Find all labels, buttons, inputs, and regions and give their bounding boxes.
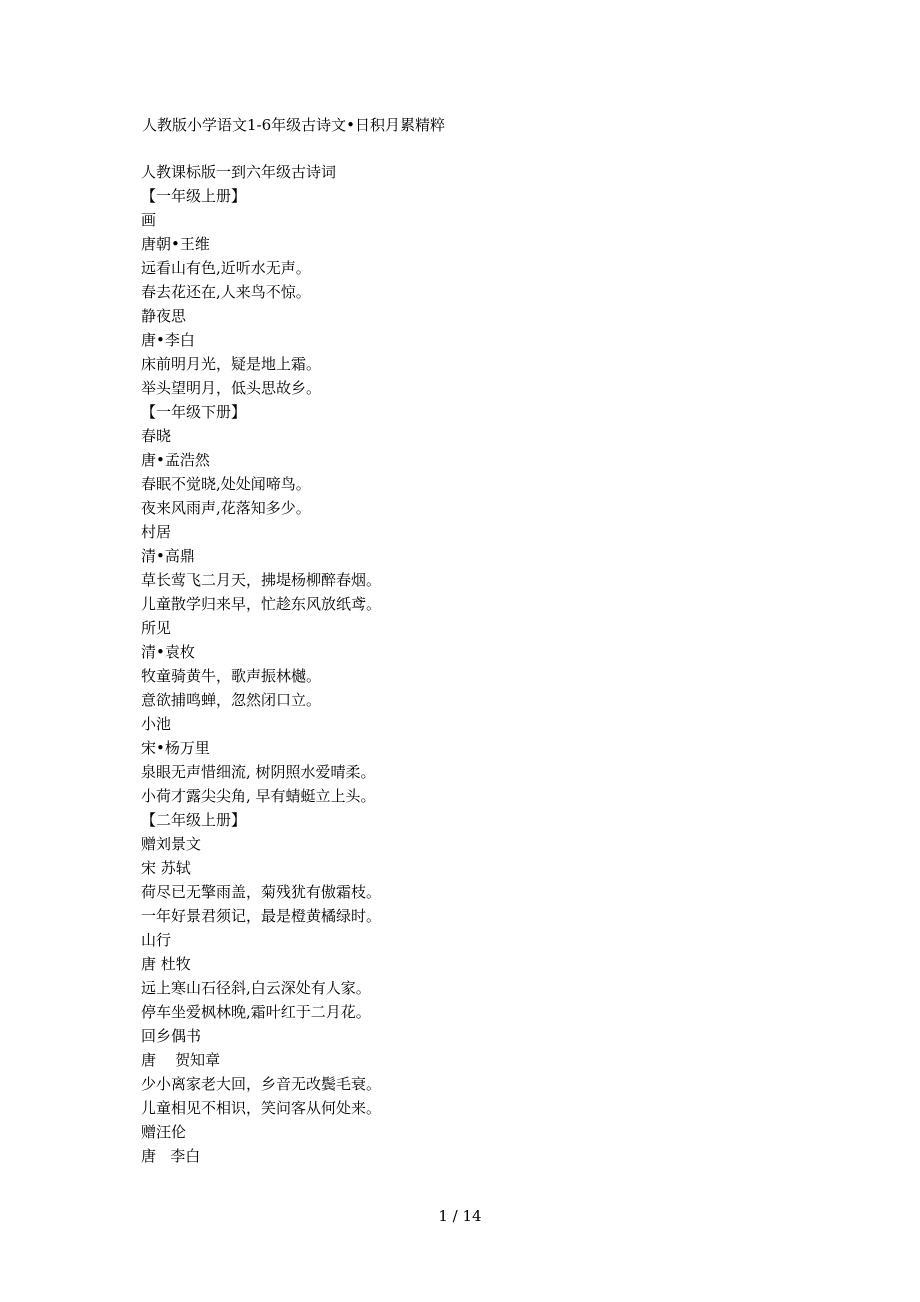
- text-line: 夜来风雨声,花落知多少。: [141, 499, 311, 517]
- text-line: 牧童骑黄牛，歌声振林樾。: [141, 667, 322, 685]
- text-line: 唐•孟浩然: [141, 451, 210, 469]
- text-line: 赠汪伦: [141, 1123, 187, 1141]
- text-line: 【二年级上册】: [141, 811, 247, 829]
- text-line: 村居: [141, 523, 172, 541]
- text-line: 清•高鼎: [141, 547, 195, 565]
- text-line: 荷尽已无擎雨盖，菊残犹有傲霜枝。: [141, 883, 382, 901]
- poem-content: [141, 160, 781, 1168]
- text-line: 春去花还在,人来鸟不惊。: [141, 283, 311, 301]
- text-line: 山行: [141, 931, 172, 949]
- text-line: 唐 杜牧: [141, 955, 191, 973]
- text-line: 宋 苏轼: [141, 859, 191, 877]
- text-line: 小荷才露尖尖角, 早有蜻蜓立上头。: [141, 787, 376, 805]
- text-line: 唐•李白: [141, 331, 195, 349]
- text-line: 唐 贺知章: [141, 1051, 221, 1069]
- text-line: 儿童相见不相识，笑问客从何处来。: [141, 1099, 382, 1117]
- text-line: 远上寒山石径斜,白云深处有人家。: [141, 979, 371, 997]
- text-line: 小池: [141, 715, 172, 733]
- text-line: 意欲捕鸣蝉，忽然闭口立。: [141, 691, 322, 709]
- text-line: 宋•杨万里: [141, 739, 210, 757]
- text-line: 清•袁枚: [141, 643, 195, 661]
- text-line: 画: [141, 211, 157, 229]
- page-number: 1 / 14: [438, 1207, 482, 1225]
- text-line: 唐 李白: [141, 1147, 201, 1165]
- text-line: 床前明月光，疑是地上霜。: [141, 355, 322, 373]
- text-line: 一年好景君须记，最是橙黄橘绿时。: [141, 907, 382, 925]
- text-line: 草长莺飞二月天，拂堤杨柳醉春烟。: [141, 571, 382, 589]
- document-title: 人教版小学语文1-6年级古诗文•日积月累精粹: [142, 116, 446, 134]
- text-line: 人教课标版一到六年级古诗词: [141, 163, 337, 181]
- text-line: 静夜思: [141, 307, 187, 325]
- text-line: 回乡偶书: [141, 1027, 202, 1045]
- text-line: 停车坐爱枫林晚,霜叶红于二月花。: [141, 1003, 371, 1021]
- text-line: 春晓: [141, 427, 172, 445]
- text-line: 少小离家老大回，乡音无改鬓毛衰。: [141, 1075, 382, 1093]
- text-line: 春眠不觉晓,处处闻啼鸟。: [141, 475, 311, 493]
- text-line: 赠刘景文: [141, 835, 202, 853]
- text-line: 所见: [141, 619, 172, 637]
- text-line: 举头望明月，低头思故乡。: [141, 379, 322, 397]
- text-line: 唐朝•王维: [141, 235, 210, 253]
- text-line: 【一年级上册】: [141, 187, 247, 205]
- text-line: 【一年级下册】: [141, 403, 247, 421]
- text-line: 儿童散学归来早，忙趁东风放纸鸢。: [141, 595, 382, 613]
- text-line: 远看山有色,近听水无声。: [141, 259, 311, 277]
- text-line: 泉眼无声惜细流, 树阴照水爱晴柔。: [141, 763, 376, 781]
